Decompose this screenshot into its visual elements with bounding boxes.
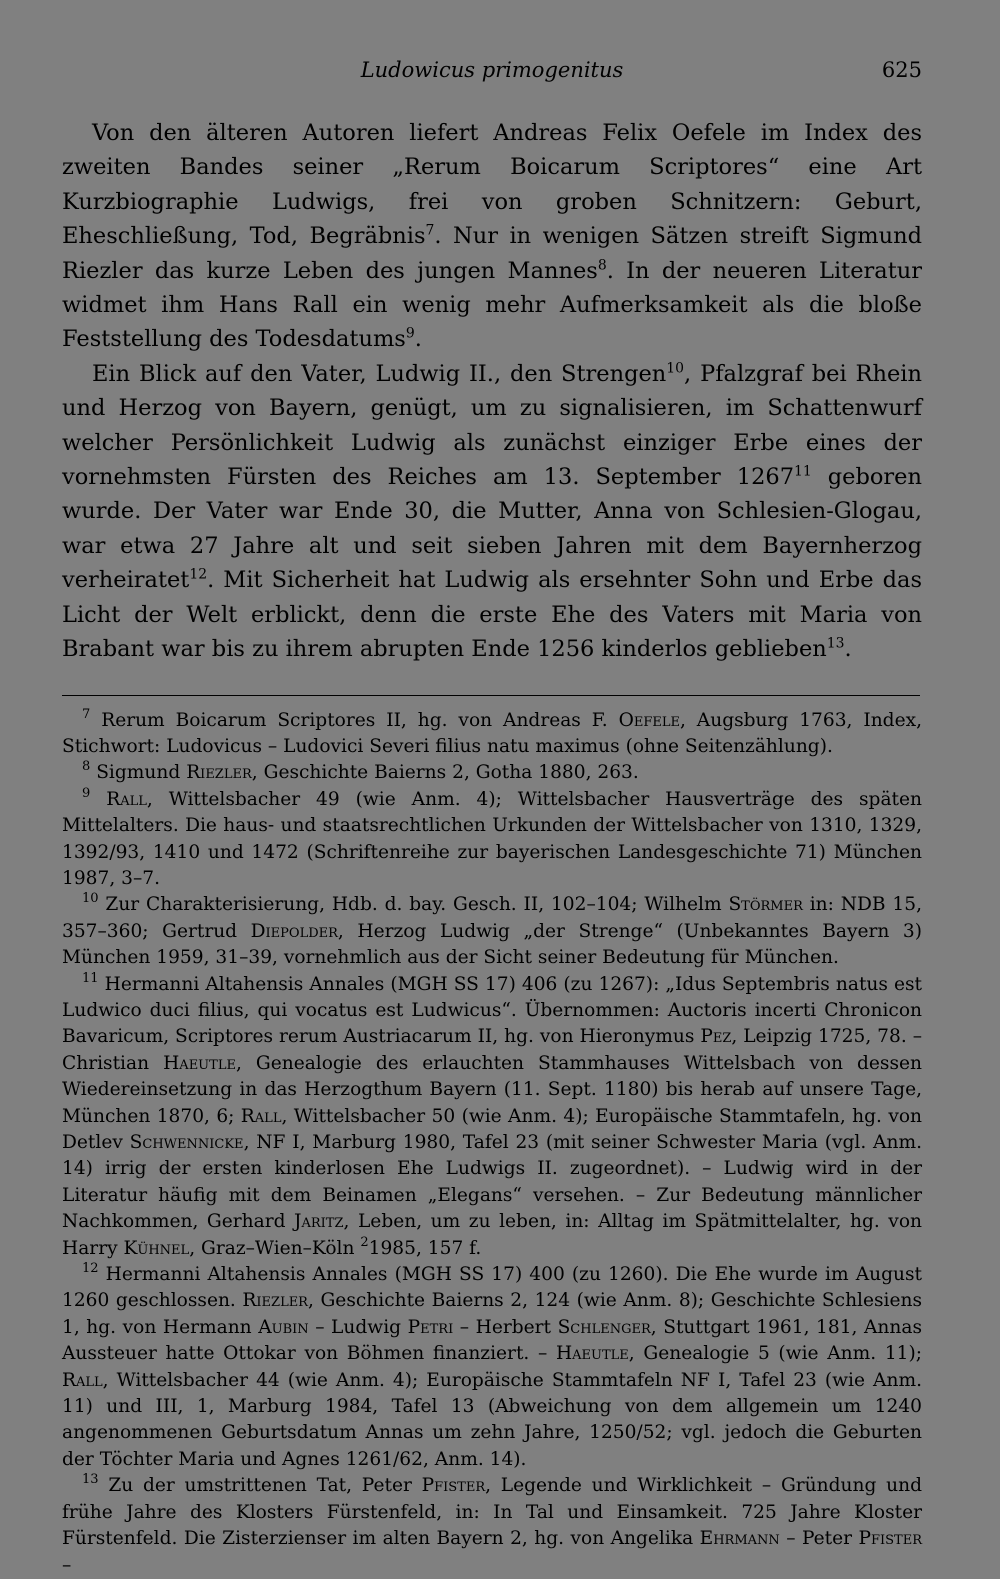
author-name: Petri	[407, 1316, 454, 1338]
author-name: Riezler	[186, 762, 252, 784]
text-run: Hermanni Altahensis Annales (MGH SS 17) 406 (zu 1267): „Idus Septembris natus est Ludwico duci filius, qui vocatus est Ludwicus“. Übernommen: Auctoris incerti Chronicon Bavaricum, Scriptores rerum Austriacarum II, hg. von Hieronymus	[62, 973, 922, 1048]
text-run: , Graz–Wien–Köln	[189, 1237, 361, 1259]
footnote-11	[62, 972, 922, 1262]
text-run: Zur Charakterisierung, Hdb. d. bay. Gesch. II, 102–104; Wilhelm	[98, 894, 729, 916]
text-run: .	[844, 636, 852, 663]
text-run: , Wittelsbacher 44 (wie Anm. 4); Europäische Stammtafeln NF I, Tafel 23 (wie Anm. 11) und III, 1, Marburg 1984, Tafel 13 (Abweichung von dem allgemein um 1240 angenommenen Geburtsdatum Annas um zehn Jahre, 1250/52; vgl. jedoch die Geburten der Töchter Maria und Agnes 1261/62, Anm. 14).	[62, 1369, 922, 1470]
text-run: Hermanni Altahensis Annales (MGH SS 17) 400 (zu 1260). Die Ehe wurde im August 1260 geschlossen.	[62, 1264, 922, 1312]
text-run: –	[62, 1554, 72, 1576]
author-name: Pfister	[421, 1475, 486, 1497]
text-run: , Genealogie des erlauchten Stammhauses Wittelsbach von dessen Wiedereinsetzung in das Herzogthum Bayern (11. Sept. 1180) bis herab auf unsere Tage, München 1870, 6;	[62, 1052, 922, 1127]
text-run: Ein Blick auf den Vater, Ludwig II., den Strengen	[92, 360, 667, 387]
footnote-13	[62, 1473, 922, 1579]
text-run: , Augsburg 1763, Index, Stichwort: Ludovicus – Ludovici Severi filius natu maximus (ohne Seitenzählung).	[62, 709, 922, 757]
footnote-number: 7	[82, 706, 91, 722]
author-name: Schlenger	[557, 1316, 651, 1338]
footnote-number: 9	[82, 785, 91, 801]
text-run: , Genealogie 5 (wie Anm. 11);	[628, 1343, 922, 1365]
author-name: Aubin	[258, 1316, 309, 1338]
author-name: Schwennicke	[129, 1132, 244, 1153]
paragraph-2	[62, 357, 922, 667]
footnote-number: 8	[82, 759, 91, 775]
author-name: Diepolder	[250, 920, 338, 942]
footnote-ref-11: 11	[794, 463, 812, 480]
text-run	[90, 789, 106, 810]
footnote-ref-13: 13	[826, 635, 845, 652]
text-run: in: NDB 15, 357–360; Gertrud	[62, 894, 922, 942]
footnote-ref-10: 10	[666, 360, 685, 377]
footnote-number: 11	[82, 970, 99, 986]
text-run: , Pfalzgraf bei Rhein und Herzog von Bayern, genügt, um zu signalisieren, im Schattenwurf welcher Persönlichkeit Ludwig als zunächst einziger Erbe eines der vornehmsten Fürsten des Reiches am 13. September 1267	[62, 360, 922, 491]
author-name: Oefele	[618, 709, 680, 731]
footnotes	[62, 708, 922, 1579]
book-page	[62, 52, 922, 1579]
author-name: Rall	[240, 1105, 282, 1127]
footnote-ref-7: 7	[425, 222, 435, 239]
text-run: Zu der umstrittenen Tat, Peter	[98, 1475, 422, 1497]
author-name: Riezler	[242, 1290, 308, 1312]
text-run: , Geschichte Baierns 2, 124 (wie Anm. 8); Geschichte Schlesiens 1, hg. von Hermann	[62, 1290, 923, 1338]
footnote-7	[62, 708, 922, 761]
author-name: Haeutle	[163, 1052, 236, 1074]
footnote-10	[62, 892, 922, 971]
text-run: , Wittelsbacher 49 (wie Anm. 4); Wittelsbacher Hausverträge des späten Mittelalters. Die haus- und staatsrechtlichen Urkunden der Wittelsbacher von 1310, 1329, 1392/93, 1410 und 1472 (Schriftenreihe zur bayerischen Landesgeschichte 71) München 1987, 3–7.	[62, 788, 922, 889]
text-run: , Wittelsbacher 50 (wie Anm. 4); Europäische Stammtafeln, hg. von Detlev	[62, 1105, 922, 1153]
author-name: Pfister	[858, 1528, 922, 1550]
running-title: Ludowicus primogenitus	[360, 58, 624, 82]
footnote-number: 10	[82, 891, 99, 907]
edition-superscript: 2	[360, 1234, 369, 1250]
author-name: Rall	[62, 1369, 103, 1391]
text-run: Sigmund	[90, 762, 187, 784]
author-name: Haeutle	[555, 1343, 629, 1365]
footnote-12	[62, 1262, 922, 1473]
text-run: , NF I, Marburg 1980, Tafel 23 (mit seiner Schwester Maria (vgl. Anm. 14) irrig der ersten kinderlosen Ehe Ludwigs II. zugeordnet). – Ludwig wird in der Literatur häufig mit dem Beinamen „Elegans“ versehen. – Zur Bedeutung männlicher Nachkommen, Gerhard	[62, 1132, 922, 1233]
main-text	[62, 116, 922, 667]
author-name: Jaritz	[294, 1211, 344, 1233]
author-name: Pez	[700, 1026, 732, 1048]
text-run: .	[414, 326, 422, 353]
text-run: , Geschichte Baierns 2, Gotha 1880, 263.	[251, 762, 639, 784]
author-name: Störmer	[728, 894, 803, 916]
text-run: geboren wurde. Der Vater war Ende 30, die Mutter, Anna von Schlesien-Glogau, war etwa 27 Jahre alt und seit sieben Jahren mit dem Bayernherzog verheiratet	[62, 464, 922, 594]
text-run: , Herzog Ludwig „der Strenge“ (Unbekanntes Bayern 3) München 1959, 31–39, vornehmlich aus der Sicht seiner Bedeutung für München.	[62, 920, 922, 969]
author-name: Rall	[106, 788, 147, 810]
footnote-number: 12	[82, 1261, 99, 1277]
text-run: . Mit Sicherheit hat Ludwig als ersehnter Sohn und Erbe das Licht der Welt erblickt, denn die erste Ehe des Vaters mit Maria von Brabant war bis zu ihrem abrupten Ende 1256 kinderlos geblieben	[62, 567, 922, 663]
text-run: , Leben, um zu leben, in: Alltag im Spätmittelalter, hg. von Harry	[62, 1211, 922, 1259]
text-run: Von den älteren Autoren liefert Andreas Felix Oefele im Index des zweiten Bandes seiner „Rerum Boicarum Scriptores“ eine Art Kurzbiographie Ludwigs, frei von groben Schnitzern: Geburt, Eheschließung, Tod, Begräbnis	[62, 120, 922, 250]
text-run: , Legende und Wirklichkeit – Gründung und frühe Jahre des Klosters Fürstenfeld, in: In Tal und Einsamkeit. 725 Jahre Kloster Fürstenfeld. Die Zisterzienser im alten Bayern 2, hg. von Angelika	[62, 1475, 922, 1550]
footnote-ref-8: 8	[597, 257, 607, 274]
author-name: Kühnel	[123, 1237, 190, 1259]
footnote-ref-12: 12	[189, 566, 208, 583]
page-header	[62, 52, 922, 88]
text-run: , Leipzig 1725, 78. – Christian	[62, 1026, 922, 1074]
footnote-8	[62, 760, 922, 786]
text-run: , Stuttgart 1961, 181, Annas Aussteuer hatte Ottokar von Böhmen finanziert. –	[62, 1316, 922, 1365]
paragraph-1	[62, 116, 922, 357]
text-run: – Ludwig	[308, 1316, 408, 1338]
page-number: 625	[881, 58, 922, 82]
text-run: – Peter	[779, 1528, 859, 1550]
text-run: – Herbert	[453, 1316, 558, 1338]
text-run: . Nur in wenigen Sätzen streift Sigmund Riezler das kurze Leben des jungen Mannes	[62, 223, 922, 284]
text-run: Rerum Boicarum Scriptores II, hg. von Andreas F.	[90, 709, 619, 731]
footnote-ref-9: 9	[405, 326, 415, 343]
text-run: 1985, 157 f.	[368, 1237, 482, 1259]
footnote-separator	[62, 695, 920, 696]
footnote-9	[62, 787, 922, 893]
text-run: . In der neueren Literatur widmet ihm Hans Rall ein wenig mehr Aufmerksamkeit als die bloße Feststellung des Todesdatums	[62, 257, 922, 353]
footnote-number: 13	[82, 1472, 99, 1488]
author-name: Ehrmann	[699, 1528, 780, 1550]
